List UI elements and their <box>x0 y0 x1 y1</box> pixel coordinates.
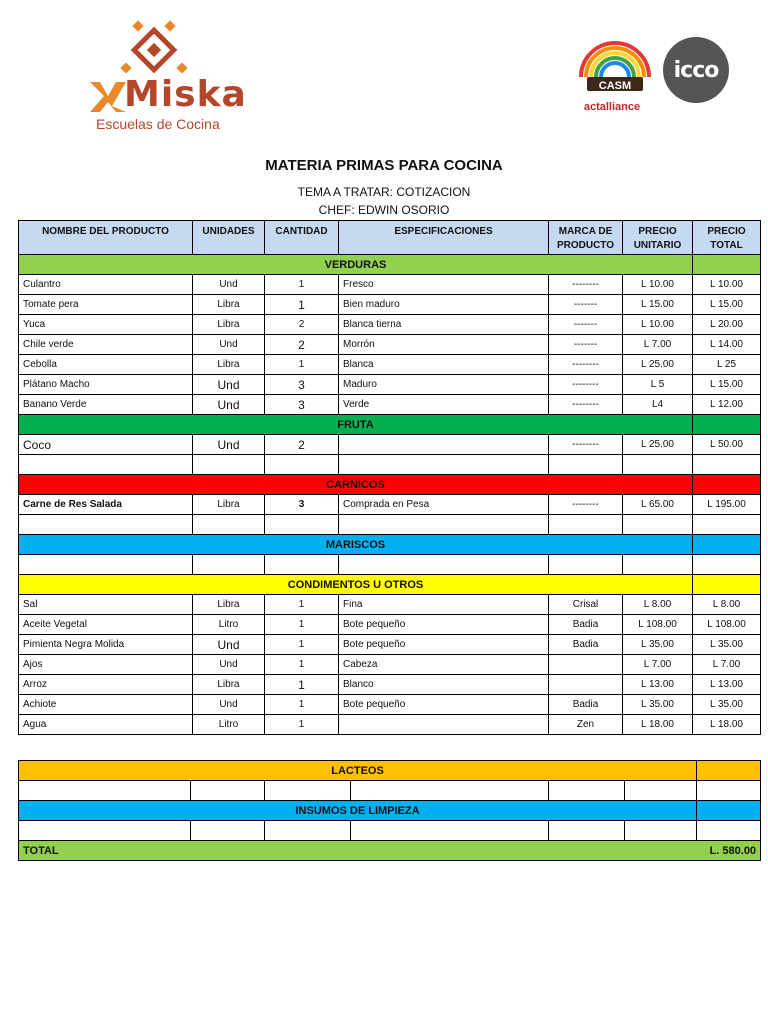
total-price-cell: L 25 <box>693 355 761 375</box>
total-value: L. 580.00 <box>697 841 761 861</box>
product-name: Coco <box>19 435 193 455</box>
total-price-cell: L 10.00 <box>693 275 761 295</box>
brand-cell <box>549 515 623 535</box>
quantity-cell: 3 <box>265 395 339 415</box>
unit-price-cell: L 13.00 <box>623 675 693 695</box>
unit-price-cell <box>623 515 693 535</box>
product-name: Cebolla <box>19 355 193 375</box>
unit-cell: Libra <box>193 355 265 375</box>
product-name: Agua <box>19 715 193 735</box>
product-name <box>19 515 193 535</box>
product-name: Ajos <box>19 655 193 675</box>
brand-cell <box>549 675 623 695</box>
product-name: Carne de Res Salada <box>19 495 193 515</box>
miska-subtitle: Escuelas de Cocina <box>96 116 220 132</box>
brand-cell: Badia <box>549 635 623 655</box>
icco-text: icco <box>673 57 719 83</box>
brand-cell: -------- <box>549 495 623 515</box>
unit-cell: Und <box>193 695 265 715</box>
unit-price-cell: L 35.00 <box>623 695 693 715</box>
spec-cell: Blanco <box>339 675 549 695</box>
table-row <box>19 295 761 315</box>
total-price-cell: L 108.00 <box>693 615 761 635</box>
quantity-cell: 1 <box>265 355 339 375</box>
table-row <box>19 315 761 335</box>
ingredients-table <box>18 220 761 735</box>
quantity-cell: 1 <box>265 655 339 675</box>
product-name: Arroz <box>19 675 193 695</box>
brand-cell: -------- <box>549 355 623 375</box>
brand-cell: ------- <box>549 335 623 355</box>
unit-price-cell: L4 <box>623 395 693 415</box>
table-row <box>19 695 761 715</box>
unit-cell: Litro <box>193 615 265 635</box>
quantity-cell <box>265 555 339 575</box>
quantity-cell <box>265 455 339 475</box>
unit-price-cell: L 7.00 <box>623 335 693 355</box>
chef-line: CHEF: EDWIN OSORIO <box>318 203 450 217</box>
unit-price-cell <box>623 455 693 475</box>
total-row <box>19 841 761 861</box>
quantity-cell: 1 <box>265 595 339 615</box>
empty-row <box>19 821 761 841</box>
total-price-cell: L 50.00 <box>693 435 761 455</box>
quantity-cell: 2 <box>265 315 339 335</box>
spec-cell <box>339 435 549 455</box>
table-row <box>19 635 761 655</box>
quantity-cell: 1 <box>265 695 339 715</box>
table-row <box>19 615 761 635</box>
table-row <box>19 515 761 535</box>
unit-price-cell: L 18.00 <box>623 715 693 735</box>
brand-cell <box>549 455 623 475</box>
section-title: MARISCOS <box>19 535 693 555</box>
section-row-fruta <box>19 415 761 435</box>
actalliance-text: actalliance <box>583 101 641 113</box>
section-title: CONDIMENTOS U OTROS <box>19 575 693 595</box>
page-title: MATERIA PRIMAS PARA COCINA <box>265 157 503 174</box>
total-price-cell: L 35.00 <box>693 695 761 715</box>
miska-logo <box>86 16 247 136</box>
unit-price-cell: L 7.00 <box>623 655 693 675</box>
table-row <box>19 275 761 295</box>
table-row <box>19 595 761 615</box>
lacteos-title: LACTEOS <box>19 761 697 781</box>
table-row <box>19 455 761 475</box>
spec-cell <box>339 455 549 475</box>
quantity-cell: 3 <box>265 495 339 515</box>
product-name: Plátano Macho <box>19 375 193 395</box>
unit-cell: Libra <box>193 495 265 515</box>
quantity-cell: 1 <box>265 275 339 295</box>
spec-cell: Blanca tierna <box>339 315 549 335</box>
table-row <box>19 395 761 415</box>
table-row <box>19 495 761 515</box>
column-header: NOMBRE DEL PRODUCTO <box>19 221 193 255</box>
unit-price-cell: L 8.00 <box>623 595 693 615</box>
total-price-cell: L 13.00 <box>693 675 761 695</box>
spec-cell: Fina <box>339 595 549 615</box>
unit-price-cell: L 5 <box>623 375 693 395</box>
icco-logo <box>663 37 729 103</box>
total-price-cell: L 15.00 <box>693 375 761 395</box>
unit-cell <box>193 555 265 575</box>
quantity-cell: 1 <box>265 635 339 655</box>
table-row <box>19 335 761 355</box>
table-row <box>19 715 761 735</box>
brand-cell: ------- <box>549 295 623 315</box>
total-price-cell <box>693 515 761 535</box>
brand-cell: ------- <box>549 315 623 335</box>
header-row <box>19 221 761 255</box>
unit-cell: Und <box>193 655 265 675</box>
spec-cell: Verde <box>339 395 549 415</box>
unit-cell: Und <box>193 275 265 295</box>
column-header: PRECIO UNITARIO <box>623 221 693 255</box>
column-header: CANTIDAD <box>265 221 339 255</box>
brand-cell: -------- <box>549 375 623 395</box>
product-name: Tomate pera <box>19 295 193 315</box>
spec-cell <box>339 715 549 735</box>
section-row-mariscos <box>19 535 761 555</box>
table-row <box>19 655 761 675</box>
lacteos-section-row <box>19 761 761 781</box>
quantity-cell: 1 <box>265 715 339 735</box>
spec-cell <box>339 555 549 575</box>
unit-cell: Und <box>193 395 265 415</box>
section-title: CARNICOS <box>19 475 693 495</box>
casm-text: CASM <box>598 80 632 92</box>
spec-cell: Bote pequeño <box>339 635 549 655</box>
total-price-cell: L 12.00 <box>693 395 761 415</box>
quantity-cell <box>265 515 339 535</box>
quantity-cell: 3 <box>265 375 339 395</box>
summary-table <box>18 760 761 861</box>
table-row <box>19 675 761 695</box>
spec-cell: Morrón <box>339 335 549 355</box>
section-row-carnicos <box>19 475 761 495</box>
spec-cell: Blanca <box>339 355 549 375</box>
brand-cell <box>549 555 623 575</box>
section-title: VERDURAS <box>19 255 693 275</box>
product-name: Pimienta Negra Molida <box>19 635 193 655</box>
brand-cell: Crisal <box>549 595 623 615</box>
spec-cell: Bote pequeño <box>339 695 549 715</box>
total-price-cell: L 14.00 <box>693 335 761 355</box>
empty-row <box>19 781 761 801</box>
unit-price-cell: L 65.00 <box>623 495 693 515</box>
product-name: Aceite Vegetal <box>19 615 193 635</box>
unit-price-cell: L 25.00 <box>623 435 693 455</box>
spec-cell: Bien maduro <box>339 295 549 315</box>
unit-price-cell: L 10.00 <box>623 315 693 335</box>
unit-cell: Libra <box>193 315 265 335</box>
topic-line: TEMA A TRATAR: COTIZACION <box>297 185 471 199</box>
brand-cell <box>549 655 623 675</box>
product-name: Chile verde <box>19 335 193 355</box>
unit-cell: Und <box>193 435 265 455</box>
spec-cell: Comprada en Pesa <box>339 495 549 515</box>
unit-cell: Libra <box>193 675 265 695</box>
product-name <box>19 455 193 475</box>
brand-cell: Badia <box>549 695 623 715</box>
quantity-cell: 1 <box>265 295 339 315</box>
unit-price-cell: L 35.00 <box>623 635 693 655</box>
brand-cell: -------- <box>549 395 623 415</box>
unit-cell: Und <box>193 375 265 395</box>
column-header: MARCA DE PRODUCTO <box>549 221 623 255</box>
brand-cell: -------- <box>549 275 623 295</box>
limpieza-section-row <box>19 801 761 821</box>
section-row-verduras <box>19 255 761 275</box>
section-row-condimentos-u-otros <box>19 575 761 595</box>
unit-cell: Und <box>193 335 265 355</box>
product-name: Yuca <box>19 315 193 335</box>
spec-cell: Maduro <box>339 375 549 395</box>
table-row <box>19 355 761 375</box>
table-row <box>19 375 761 395</box>
casm-logo-icon <box>575 35 655 115</box>
product-name: Sal <box>19 595 193 615</box>
brand-cell: Badia <box>549 615 623 635</box>
unit-cell: Und <box>193 635 265 655</box>
table-row <box>19 555 761 575</box>
unit-price-cell: L 15.00 <box>623 295 693 315</box>
total-price-cell: L 20.00 <box>693 315 761 335</box>
total-label: TOTAL <box>19 841 697 861</box>
total-price-cell <box>693 555 761 575</box>
spec-cell: Fresco <box>339 275 549 295</box>
product-name: Banano Verde <box>19 395 193 415</box>
quantity-cell: 1 <box>265 615 339 635</box>
product-name: Achiote <box>19 695 193 715</box>
total-price-cell: L 195.00 <box>693 495 761 515</box>
unit-price-cell: L 10.00 <box>623 275 693 295</box>
quantity-cell: 1 <box>265 675 339 695</box>
spec-cell <box>339 515 549 535</box>
unit-cell: Litro <box>193 715 265 735</box>
total-price-cell <box>693 455 761 475</box>
unit-price-cell: L 25.00 <box>623 355 693 375</box>
unit-price-cell: L 108.00 <box>623 615 693 635</box>
quantity-cell: 2 <box>265 435 339 455</box>
unit-price-cell <box>623 555 693 575</box>
total-price-cell: L 18.00 <box>693 715 761 735</box>
unit-cell <box>193 515 265 535</box>
total-price-cell: L 8.00 <box>693 595 761 615</box>
section-title: FRUTA <box>19 415 693 435</box>
limpieza-title: INSUMOS DE LIMPIEZA <box>19 801 697 821</box>
partner-logos <box>575 35 740 115</box>
unit-cell <box>193 455 265 475</box>
total-price-cell: L 35.00 <box>693 635 761 655</box>
quantity-cell: 2 <box>265 335 339 355</box>
table-row <box>19 435 761 455</box>
unit-cell: Libra <box>193 295 265 315</box>
miska-wordmark: Miska <box>124 74 247 115</box>
column-header: PRECIO TOTAL <box>693 221 761 255</box>
brand-cell: Zen <box>549 715 623 735</box>
product-name <box>19 555 193 575</box>
unit-cell: Libra <box>193 595 265 615</box>
total-price-cell: L 7.00 <box>693 655 761 675</box>
product-name: Culantro <box>19 275 193 295</box>
spec-cell: Cabeza <box>339 655 549 675</box>
total-price-cell: L 15.00 <box>693 295 761 315</box>
brand-cell: -------- <box>549 435 623 455</box>
column-header: ESPECIFICACIONES <box>339 221 549 255</box>
spec-cell: Bote pequeño <box>339 615 549 635</box>
column-header: UNIDADES <box>193 221 265 255</box>
